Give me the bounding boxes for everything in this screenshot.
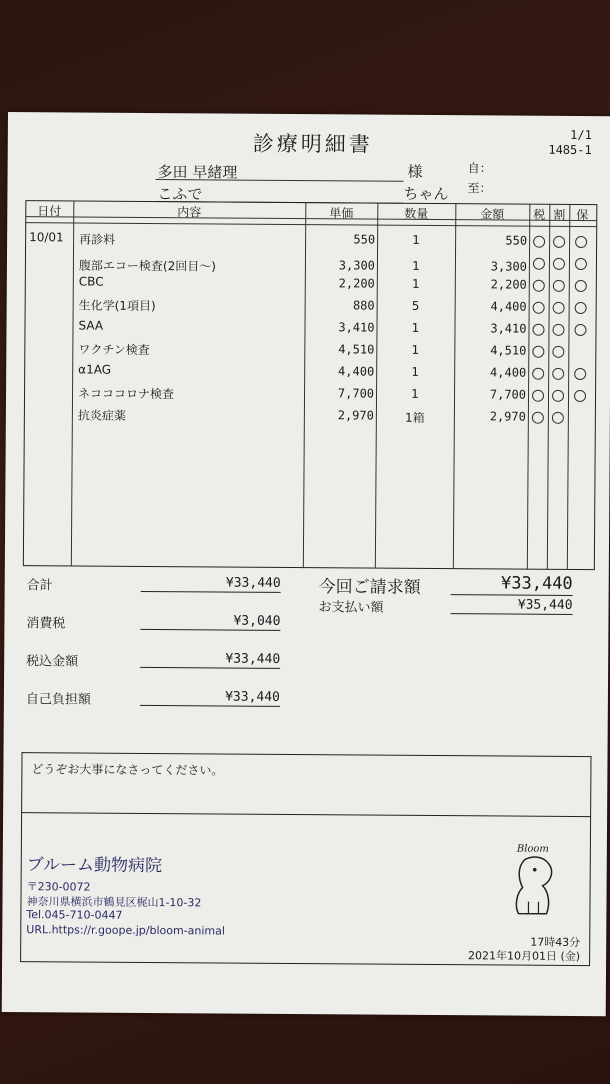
clinic-name: ブルーム動物病院 [26, 855, 163, 877]
row-amount: 7,700 [489, 387, 527, 402]
row-qty: 1 [411, 320, 420, 335]
row-disc-mark [552, 390, 564, 402]
row-qty: 1 [412, 258, 420, 273]
row-tax-mark [532, 368, 544, 380]
row-amount: 4,510 [490, 343, 527, 358]
row-ins-mark [574, 390, 586, 402]
header-tax: 税 [533, 207, 546, 222]
total-value: ¥33,440 [141, 575, 281, 593]
row-qty: 1 [412, 232, 420, 247]
paid-value: ¥35,440 [451, 597, 573, 615]
from-label: 自： [467, 161, 492, 176]
row-price: 4,400 [338, 364, 375, 379]
tax-value: ¥3,040 [140, 613, 280, 631]
row-item: 抗炎症薬 [77, 408, 126, 423]
page-info [548, 128, 592, 158]
pet-suffix: ちゃん [403, 184, 449, 204]
statement-paper [2, 112, 610, 1016]
self-pay-label: 自己負担額 [25, 692, 91, 708]
row-price: 3,410 [338, 320, 375, 335]
row-qty: 1 [411, 276, 420, 291]
row-disc-mark [552, 346, 564, 358]
row-qty: 1 [411, 342, 420, 357]
row-item: 生化学(1項目) [78, 298, 156, 314]
owner-name: 多田 早緒理 [157, 163, 238, 182]
incl-value: ¥33,440 [140, 651, 280, 669]
row-item: ネコココロナ検査 [77, 386, 175, 402]
row-disc-mark [553, 258, 565, 270]
clinic-tel: Tel.045-710-0447 [26, 908, 123, 922]
row-price: 2,200 [338, 276, 375, 291]
header-amount: 金額 [480, 207, 505, 222]
paid-label: お支払い額 [318, 600, 384, 616]
message-text: どうぞお大事になさってください。 [31, 762, 224, 778]
row-tax-mark [532, 390, 544, 402]
row-item: 腹部エコー検査(2回目～) [78, 258, 216, 274]
row-tax-mark [533, 280, 545, 292]
row-tax-mark [532, 346, 544, 358]
to-label: 至： [467, 181, 492, 196]
row-ins-mark [575, 258, 587, 270]
document-number: 1485-1 [548, 142, 592, 158]
row-item: SAA [78, 318, 104, 333]
row-price: 2,970 [337, 408, 374, 423]
document-title: 診療明細書 [252, 131, 373, 157]
row-price: 550 [353, 232, 376, 247]
total-label: 合計 [26, 578, 53, 594]
logo-text: Bloom [516, 843, 549, 855]
row-amount: 4,400 [490, 299, 527, 314]
row-tax-mark [532, 324, 544, 336]
row-ins-mark [575, 236, 587, 248]
pet-name: こふで [157, 185, 203, 204]
row-item: ワクチン検査 [78, 342, 150, 357]
row-tax-mark [533, 236, 545, 248]
row-price: 880 [352, 298, 375, 313]
bill-value: ¥33,440 [451, 573, 573, 596]
row-amount: 2,200 [490, 277, 527, 292]
row-ins-mark [574, 324, 586, 336]
owner-suffix: 様 [407, 162, 423, 181]
header-insurance: 保 [576, 207, 589, 223]
row-tax-mark [533, 258, 545, 270]
clinic-address: 神奈川県横浜市鶴見区梶山1-10-32 [26, 895, 202, 910]
row-qty: 1 [411, 364, 420, 379]
row-qty: 1 [411, 386, 419, 401]
row-disc-mark [552, 324, 564, 336]
bill-label: 今回ご請求額 [318, 577, 421, 598]
row-item: α1AG [78, 362, 112, 377]
self-pay-value: ¥33,440 [140, 689, 280, 707]
row-disc-mark [553, 302, 565, 314]
print-time: 17時43分 [530, 935, 581, 950]
row-item: 再診料 [79, 232, 116, 247]
row-disc-mark [552, 368, 564, 380]
header-item: 内容 [177, 205, 202, 220]
page-number: 1/1 [570, 127, 592, 143]
header-qty: 数量 [404, 206, 429, 221]
row-ins-mark [574, 368, 586, 380]
clinic-postal: 〒230-0072 [26, 880, 91, 894]
row-amount: 3,410 [490, 321, 527, 336]
row-amount: 4,400 [490, 365, 527, 380]
row-price: 4,510 [338, 342, 375, 357]
row-price: 7,700 [337, 386, 375, 401]
row-price: 3,300 [338, 258, 375, 273]
clinic-url: URL.https://r.goope.jp/bloom-animal [26, 923, 225, 938]
row-tax-mark [533, 302, 545, 314]
row-disc-mark [553, 236, 565, 248]
tax-label: 消費税 [26, 616, 66, 632]
dog-logo [502, 837, 573, 917]
row-amount: 2,970 [489, 409, 526, 424]
print-date: 2021年10月01日 (金) [467, 949, 581, 964]
row-date: 10/01 [29, 230, 64, 245]
row-disc-mark [552, 412, 564, 424]
row-qty: 5 [411, 298, 420, 313]
row-amount: 550 [505, 233, 528, 248]
row-item: CBC [78, 274, 104, 289]
row-ins-mark [575, 302, 587, 314]
row-tax-mark [532, 412, 544, 424]
incl-label: 税込金額 [26, 654, 79, 670]
header-date: 日付 [37, 204, 62, 219]
row-disc-mark [553, 280, 565, 292]
row-ins-mark [575, 280, 587, 292]
header-discount: 割 [553, 207, 566, 222]
row-qty: 1箱 [404, 410, 425, 425]
header-price: 単価 [329, 206, 354, 221]
row-amount: 3,300 [490, 259, 527, 274]
